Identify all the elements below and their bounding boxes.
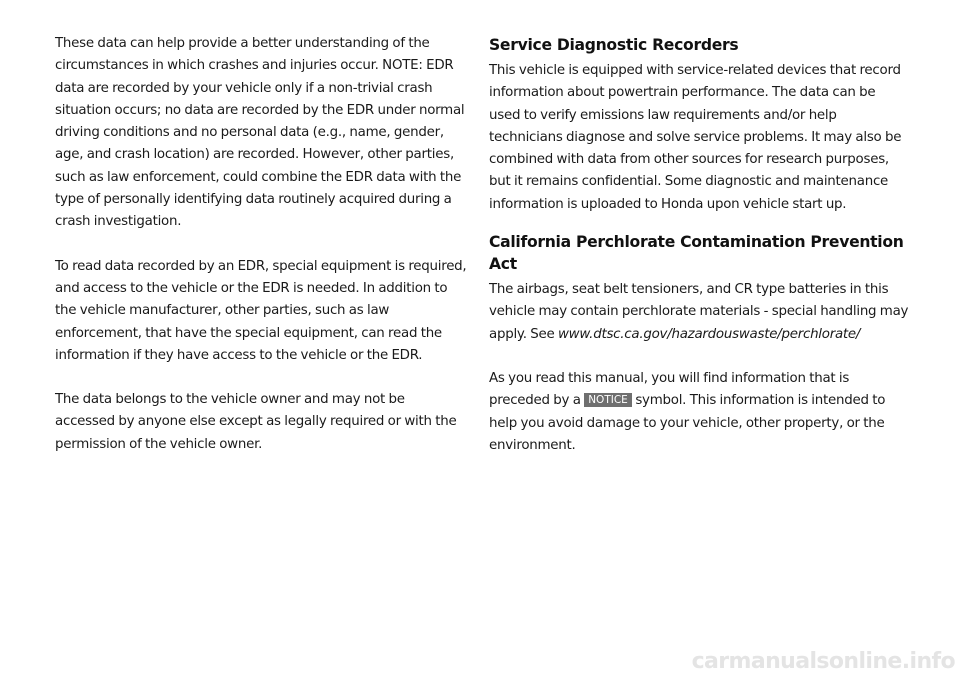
edr-data-paragraph: These data can help provide a better understanding of the circumstances in which crashes and injuries occur. NOTE: EDR data are recorded by your vehicle only if a non-trivial crash situation occurs; no data are recorded by the EDR under normal driving conditions and no personal data (e.g., name, gender, age, and crash location) are recorded. However, other parties, such as law enforcement, could combine the EDR data with the type of personally identifying data routinely acquired during a crash investigation.: [55, 36, 465, 230]
service-diagnostic-paragraph: This vehicle is equipped with service-related devices that record information about powertrain performance. The data can be used to verify emissions law requirements and/or help technicians diagnose and solve service problems. It may also be combined with data from other sources for research purposes, but it remains confidential. Some diagnostic and maintenance information is uploaded to Honda upon vehicle start up.: [489, 63, 902, 212]
service-diagnostic-heading: Service Diagnostic Recorders: [489, 36, 739, 54]
notice-text-after: symbol. This information is intended to help you avoid damage to your vehicle, other property, or the environment.: [489, 393, 886, 453]
perchlorate-text: The airbags, seat belt tensioners, and CR type batteries in this vehicle may contain perchlorate materials - special handling may apply. See: [489, 282, 909, 342]
edr-read-paragraph: To read data recorded by an EDR, special equipment is required, and access to the vehicle or the EDR is needed. In addition to the vehicle manufacturer, other parties, such as law enforcement, that have the special equipment, can read the information if they have access to the vehicle or the EDR.: [55, 258, 467, 363]
right-column: [489, 34, 910, 457]
edr-ownership-paragraph: The data belongs to the vehicle owner and may not be accessed by anyone else except as legally required or with the permission of the vehicle owner.: [55, 392, 457, 452]
perchlorate-url: www.dtsc.ca.gov/hazardouswaste/perchlorate/: [557, 326, 861, 342]
notice-text-before: As you read this manual, you will find information that is preceded by a: [489, 370, 850, 409]
left-column: [55, 33, 467, 456]
watermark: carmanualsonline.info: [691, 649, 955, 674]
perchlorate-paragraph: [489, 279, 910, 346]
perchlorate-heading: California Perchlorate Contamination Prevention Act: [489, 233, 904, 274]
notice-badge: NOTICE: [584, 393, 632, 407]
notice-paragraph: [489, 368, 910, 457]
